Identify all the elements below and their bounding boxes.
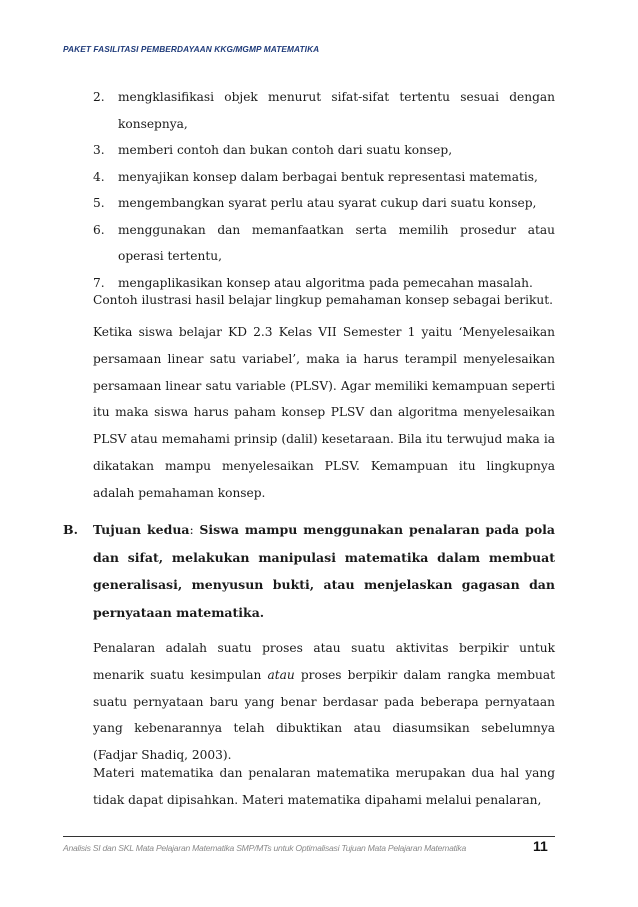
section-b-letter: B.: [63, 522, 78, 537]
section-b-label: Tujuan kedua: [93, 522, 190, 537]
list-item: [93, 137, 555, 164]
reasoning-italic-word: atau: [267, 667, 295, 682]
list-item: [93, 190, 555, 217]
list-item-number: 6.: [93, 222, 105, 237]
section-b-text: Siswa mampu menggunakan penalaran pada pola dan sifat, melakukan manipulasi matematika dalam membuat generalisasi, menyusun bukti, atau menjelaskan gagasan dan pernyataan matematika.: [93, 522, 556, 620]
list-item-text: menggunakan dan memanfaatkan serta memilih prosedur atau operasi tertentu,: [118, 222, 555, 263]
list-item-text: mengembangkan syarat perlu atau syarat cukup dari suatu konsep,: [118, 196, 537, 210]
materi-paragraph: Materi matematika dan penalaran matematika merupakan dua hal yang tidak dapat dipisahkan. Materi matematika dipahami melalui penalaran,: [93, 766, 555, 807]
reasoning-paragraph: [93, 635, 555, 769]
list-item-number: 3.: [93, 143, 105, 157]
list-item-number: 5.: [93, 196, 105, 210]
list-item-text: mengaplikasikan konsep atau algoritma pada pemecahan masalah.: [118, 275, 533, 290]
list-item: [93, 84, 555, 137]
list-item: [93, 217, 555, 270]
list-item: [93, 164, 555, 191]
list-item-text: memberi contoh dan bukan contoh dari suatu konsep,: [118, 143, 453, 157]
list-item-text: menyajikan konsep dalam berbagai bentuk representasi matematis,: [118, 169, 538, 184]
running-header: PAKET FASILITASI PEMBERDAYAAN KKG/MGMP MATEMATIKA: [63, 44, 320, 54]
example-paragraph: Ketika siswa belajar KD 2.3 Kelas VII Semester 1 yaitu ‘Menyelesaikan persamaan linear satu variabel’, maka ia harus terampil menyelesaikan persamaan linear satu variable (PLSV). Agar memiliki kemampuan seperti itu maka siswa harus paham konsep PLSV dan algoritma menyelesaikan PLSV atau memahami prinsip (dalil) kesetaraan. Bila itu terwujud maka ia dikatakan mampu menyelesaikan PLSV. Kemampuan itu lingkupnya adalah pemahaman konsep.: [93, 325, 555, 500]
reasoning-text-part2: proses berpikir dalam rangka membuat suatu pernyataan baru yang benar berdasar pada beberapa pernyataan yang kebenarannya telah dibuktikan atau diasumsikan sebelumnya (Fadjar Shadiq, 2003).: [93, 667, 556, 763]
objective-list: [93, 84, 555, 296]
footer-divider: [63, 836, 555, 837]
section-b: [63, 516, 555, 626]
section-b-body: [93, 516, 555, 626]
section-b-separator: :: [189, 522, 200, 537]
example-intro-paragraph: Contoh ilustrasi hasil belajar lingkup pemahaman konsep sebagai berikut.: [93, 293, 554, 307]
reasoning-text-part1: Penalaran adalah suatu proses atau suatu aktivitas berpikir untuk menarik suatu kesimpulan: [93, 641, 555, 682]
list-item-number: 4.: [93, 169, 105, 184]
list-item-text: mengklasifikasi objek menurut sifat-sifat tertentu sesuai dengan konsepnya,: [118, 90, 555, 131]
list-item-number: 7.: [93, 275, 105, 290]
list-item-number: 2.: [93, 90, 105, 104]
footer-text: Analisis SI dan SKL Mata Pelajaran Matematika SMP/MTs untuk Optimalisasi Tujuan Mata Pelajaran Matematika: [63, 843, 466, 853]
page-number: 11: [533, 838, 548, 854]
